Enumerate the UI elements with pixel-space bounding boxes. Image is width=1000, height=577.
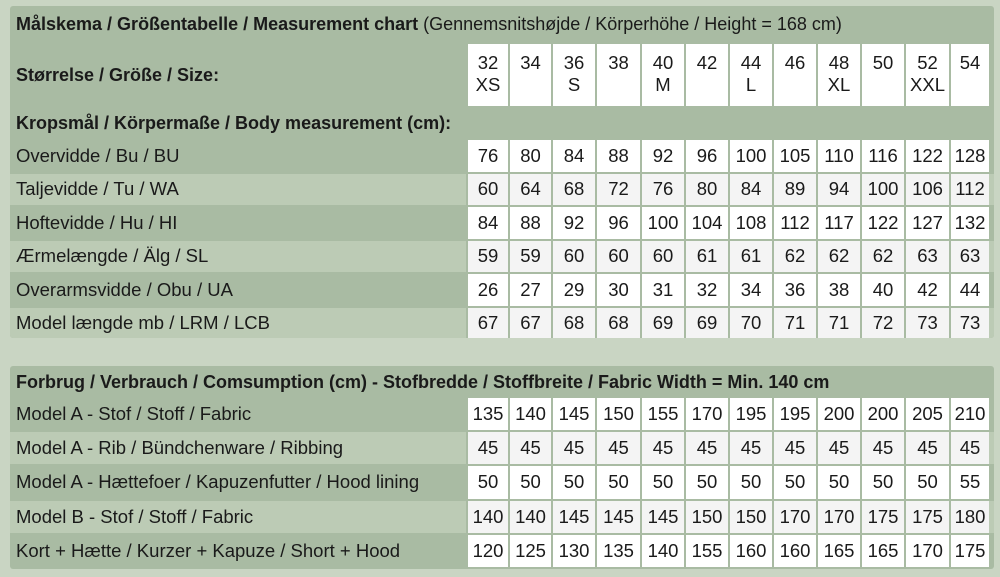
- table-cell: 205: [904, 398, 949, 430]
- table-cell: 165: [860, 535, 904, 567]
- table-cell: 69: [684, 308, 728, 339]
- table-cell: 27: [508, 274, 551, 306]
- table-cell: 45: [949, 432, 989, 464]
- body-measurement-header: [10, 106, 994, 140]
- table-cell: 106: [904, 174, 949, 206]
- table-cell: 59: [466, 241, 508, 273]
- row-values: [466, 501, 989, 533]
- size-column-header: [904, 44, 949, 106]
- table-cell: 62: [816, 241, 860, 273]
- table-cell: 62: [772, 241, 816, 273]
- table-cell: 32: [684, 274, 728, 306]
- table-cell: 112: [949, 174, 989, 206]
- size-number: 42: [696, 52, 718, 73]
- size-code: XL: [827, 74, 851, 95]
- size-code: L: [745, 74, 757, 95]
- row-label: Overvidde / Bu / BU: [16, 144, 180, 166]
- table-cell: 165: [816, 535, 860, 567]
- table-cell: 50: [640, 466, 684, 498]
- size-number: 54: [959, 52, 981, 73]
- table-cell: 45: [551, 432, 595, 464]
- table-cell: 76: [640, 174, 684, 206]
- table-cell: 112: [772, 207, 816, 239]
- table-cell: 100: [860, 174, 904, 206]
- table-cell: 84: [728, 174, 772, 206]
- size-column-header: [595, 44, 640, 106]
- table-row: [10, 207, 994, 239]
- table-cell: 45: [728, 432, 772, 464]
- table-cell: 180: [949, 501, 989, 533]
- size-column-header: [816, 44, 860, 106]
- table-cell: 195: [728, 398, 772, 430]
- table-cell: 155: [640, 398, 684, 430]
- size-number: 40: [652, 52, 674, 73]
- table-cell: 45: [684, 432, 728, 464]
- table-cell: 150: [684, 501, 728, 533]
- table-cell: 38: [816, 274, 860, 306]
- size-column-header: [640, 44, 684, 106]
- row-values: [466, 308, 989, 339]
- table-cell: 50: [684, 466, 728, 498]
- table-cell: 92: [551, 207, 595, 239]
- table-cell: 145: [551, 398, 595, 430]
- size-column-header: [684, 44, 728, 106]
- table-cell: 42: [904, 274, 949, 306]
- table-cell: 63: [904, 241, 949, 273]
- row-values: [466, 535, 989, 567]
- table-cell: 72: [595, 174, 640, 206]
- chart-title-main: Målskema / Größentabelle / Measurement chart: [16, 13, 419, 34]
- row-label: Ærmelængde / Älg / SL: [16, 245, 209, 267]
- table-cell: 50: [860, 466, 904, 498]
- table-cell: 73: [949, 308, 989, 339]
- table-cell: 210: [949, 398, 989, 430]
- size-column-header: [949, 44, 989, 106]
- table-cell: 89: [772, 174, 816, 206]
- table-cell: 108: [728, 207, 772, 239]
- size-column-header: [772, 44, 816, 106]
- size-column-header: [551, 44, 595, 106]
- row-values: [466, 207, 989, 239]
- table-cell: 120: [466, 535, 508, 567]
- table-cell: 60: [466, 174, 508, 206]
- table-cell: 135: [466, 398, 508, 430]
- table-cell: 160: [772, 535, 816, 567]
- row-values: [466, 174, 989, 206]
- table-cell: 44: [949, 274, 989, 306]
- table-row: [10, 432, 994, 464]
- size-number: 34: [520, 52, 541, 73]
- table-cell: 45: [816, 432, 860, 464]
- table-cell: 200: [816, 398, 860, 430]
- table-cell: 68: [551, 308, 595, 339]
- table-row: [10, 308, 994, 339]
- table-cell: 135: [595, 535, 640, 567]
- table-cell: 116: [860, 140, 904, 172]
- table-cell: 45: [904, 432, 949, 464]
- table-cell: 45: [508, 432, 551, 464]
- row-label: Taljevidde / Tu / WA: [16, 178, 179, 200]
- row-values: [466, 140, 989, 172]
- size-label: Størrelse / Größe / Size:: [16, 64, 220, 85]
- table-cell: 130: [551, 535, 595, 567]
- table-cell: 88: [508, 207, 551, 239]
- table-cell: 72: [860, 308, 904, 339]
- row-label: Model A - Hættefoer / Kapuzenfutter / Hood lining: [16, 471, 420, 493]
- size-number: 36: [563, 52, 585, 73]
- size-number: 44: [740, 52, 762, 73]
- table-cell: 73: [904, 308, 949, 339]
- table-cell: 105: [772, 140, 816, 172]
- table-cell: 61: [684, 241, 728, 273]
- table-cell: 80: [684, 174, 728, 206]
- table-cell: 64: [508, 174, 551, 206]
- size-code: M: [655, 74, 671, 95]
- table-cell: 76: [466, 140, 508, 172]
- table-cell: 170: [904, 535, 949, 567]
- table-cell: 67: [508, 308, 551, 339]
- consumption-panel: [10, 366, 994, 569]
- table-cell: 140: [508, 398, 551, 430]
- table-cell: 68: [551, 174, 595, 206]
- table-cell: 50: [508, 466, 551, 498]
- table-cell: 127: [904, 207, 949, 239]
- table-cell: 71: [772, 308, 816, 339]
- row-label: Kort + Hætte / Kurzer + Kapuze / Short + Hood: [16, 539, 401, 561]
- size-code: S: [567, 74, 581, 95]
- size-number: 52: [917, 52, 938, 73]
- row-values: [466, 241, 989, 273]
- table-cell: 63: [949, 241, 989, 273]
- size-column-header: [508, 44, 551, 106]
- table-cell: 70: [728, 308, 772, 339]
- table-cell: 92: [640, 140, 684, 172]
- body-measurement-title: Kropsmål / Körpermaße / Body measurement (cm):: [16, 112, 452, 133]
- table-cell: 67: [466, 308, 508, 339]
- row-values: [466, 432, 989, 464]
- table-cell: 150: [728, 501, 772, 533]
- table-cell: 55: [949, 466, 989, 498]
- table-row: [10, 398, 994, 430]
- table-cell: 128: [949, 140, 989, 172]
- table-cell: 175: [949, 535, 989, 567]
- consumption-header: [10, 366, 994, 398]
- table-cell: 200: [860, 398, 904, 430]
- size-number: 38: [608, 52, 629, 73]
- row-values: [466, 398, 989, 430]
- table-cell: 60: [551, 241, 595, 273]
- table-cell: 80: [508, 140, 551, 172]
- table-cell: 50: [551, 466, 595, 498]
- table-cell: 94: [816, 174, 860, 206]
- table-cell: 132: [949, 207, 989, 239]
- table-cell: 170: [816, 501, 860, 533]
- table-row: [10, 174, 994, 206]
- table-cell: 50: [816, 466, 860, 498]
- table-cell: 31: [640, 274, 684, 306]
- table-cell: 96: [595, 207, 640, 239]
- table-cell: 26: [466, 274, 508, 306]
- table-cell: 122: [860, 207, 904, 239]
- row-values: [466, 274, 989, 306]
- row-values: [466, 466, 989, 498]
- table-cell: 45: [595, 432, 640, 464]
- chart-title-note: (Gennemsnitshøjde / Körperhöhe / Height = 168 cm): [418, 13, 842, 34]
- size-number: 32: [477, 52, 499, 73]
- size-code: XS: [475, 74, 501, 95]
- table-cell: 140: [508, 501, 551, 533]
- row-label: Model længde mb / LRM / LCB: [16, 312, 270, 334]
- table-cell: 96: [684, 140, 728, 172]
- table-cell: 45: [772, 432, 816, 464]
- table-cell: 59: [508, 241, 551, 273]
- row-label: Model B - Stof / Stoff / Fabric: [16, 505, 254, 527]
- table-cell: 125: [508, 535, 551, 567]
- size-number: 46: [784, 52, 806, 73]
- measurement-panel: [10, 6, 994, 338]
- table-cell: 50: [728, 466, 772, 498]
- table-cell: 195: [772, 398, 816, 430]
- table-cell: 50: [904, 466, 949, 498]
- table-cell: 71: [816, 308, 860, 339]
- table-cell: 45: [860, 432, 904, 464]
- table-cell: 145: [551, 501, 595, 533]
- table-cell: 84: [551, 140, 595, 172]
- size-number: 48: [828, 52, 850, 73]
- row-label: Model A - Rib / Bündchenware / Ribbing: [16, 437, 344, 459]
- table-cell: 160: [728, 535, 772, 567]
- table-row: [10, 535, 994, 567]
- table-cell: 50: [595, 466, 640, 498]
- table-cell: 45: [466, 432, 508, 464]
- table-cell: 30: [595, 274, 640, 306]
- table-cell: 68: [595, 308, 640, 339]
- consumption-title: Forbrug / Verbrauch / Comsumption (cm) - Stofbredde / Stoffbreite / Fabric Width = Min. 140 cm: [16, 371, 830, 392]
- size-number: 50: [872, 52, 894, 73]
- chart-title: [10, 6, 994, 42]
- table-cell: 34: [728, 274, 772, 306]
- table-cell: 117: [816, 207, 860, 239]
- table-row: [10, 501, 994, 533]
- row-label: Hoftevidde / Hu / HI: [16, 211, 178, 233]
- size-cells: [466, 44, 989, 106]
- table-cell: 145: [595, 501, 640, 533]
- table-cell: 100: [728, 140, 772, 172]
- table-row: [10, 274, 994, 306]
- row-label: Model A - Stof / Stoff / Fabric: [16, 403, 252, 425]
- size-column-header: [728, 44, 772, 106]
- table-row: [10, 140, 994, 172]
- table-cell: 45: [640, 432, 684, 464]
- table-cell: 62: [860, 241, 904, 273]
- table-cell: 110: [816, 140, 860, 172]
- table-cell: 60: [640, 241, 684, 273]
- size-code: XXL: [910, 74, 945, 95]
- table-cell: 104: [684, 207, 728, 239]
- table-cell: 88: [595, 140, 640, 172]
- size-column-header: [860, 44, 904, 106]
- table-cell: 175: [860, 501, 904, 533]
- table-cell: 170: [772, 501, 816, 533]
- row-label: Overarmsvidde / Obu / UA: [16, 278, 233, 300]
- size-column-header: [466, 44, 508, 106]
- table-cell: 50: [772, 466, 816, 498]
- table-cell: 69: [640, 308, 684, 339]
- table-cell: 50: [466, 466, 508, 498]
- table-cell: 155: [684, 535, 728, 567]
- table-cell: 61: [728, 241, 772, 273]
- table-cell: 140: [640, 535, 684, 567]
- table-cell: 140: [466, 501, 508, 533]
- table-cell: 60: [595, 241, 640, 273]
- table-cell: 29: [551, 274, 595, 306]
- table-cell: 145: [640, 501, 684, 533]
- table-cell: 100: [640, 207, 684, 239]
- table-cell: 122: [904, 140, 949, 172]
- table-cell: 150: [595, 398, 640, 430]
- table-cell: 175: [904, 501, 949, 533]
- table-cell: 40: [860, 274, 904, 306]
- table-cell: 36: [772, 274, 816, 306]
- table-cell: 170: [684, 398, 728, 430]
- table-row: [10, 241, 994, 273]
- table-cell: 84: [466, 207, 508, 239]
- size-row: [10, 44, 994, 106]
- table-row: [10, 466, 994, 498]
